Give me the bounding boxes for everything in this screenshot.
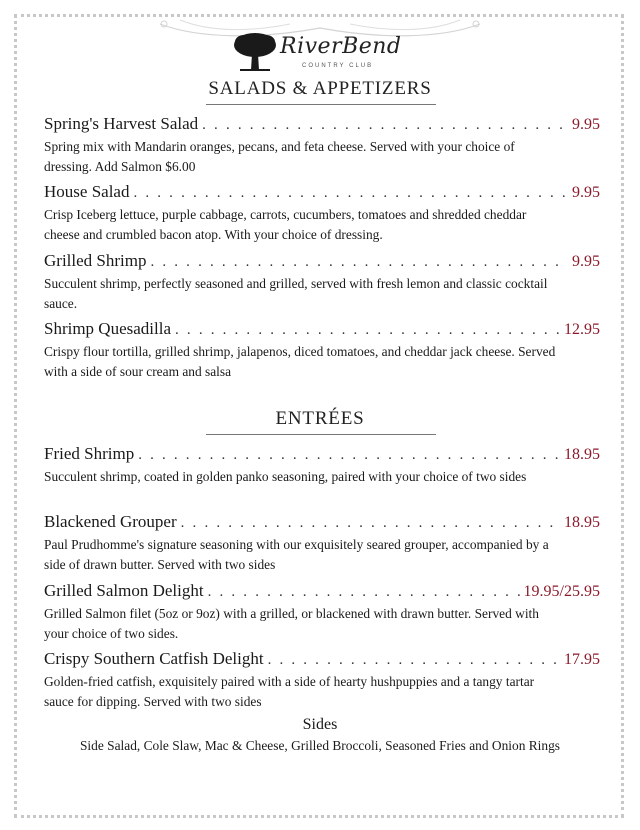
leader-dots <box>150 254 568 271</box>
item-price: 18.95 <box>564 514 600 531</box>
item-description: Crisp Iceberg lettuce, purple cabbage, carrots, cucumbers, tomatoes and shredded cheddar cheese and crumbled bacon atop. With your choice of dressing. <box>44 207 527 242</box>
menu-item <box>44 512 600 574</box>
logo-subtitle: COUNTRY CLUB <box>302 63 374 69</box>
item-name: House Salad <box>44 182 130 201</box>
item-name: Shrimp Quesadilla <box>44 319 172 338</box>
item-name: Spring's Harvest Salad <box>44 114 199 133</box>
item-price: 19.95/25.95 <box>523 583 600 600</box>
section-title-entrees: ENTRÉES <box>275 408 365 429</box>
leader-dots <box>208 584 520 601</box>
sides-title: Sides <box>302 716 338 733</box>
item-description: Succulent shrimp, coated in golden panko seasoning, paired with your choice of two sides <box>44 469 527 484</box>
item-description: Grilled Salmon filet (5oz or 9oz) with a grilled, or blackened with drawn butter. Served with your choice of two sides. <box>44 606 539 641</box>
club-logo <box>232 28 412 78</box>
menu-item <box>44 251 600 313</box>
item-price: 18.95 <box>564 446 600 463</box>
item-name: Crispy Southern Catfish Delight <box>44 649 264 668</box>
item-name: Grilled Salmon Delight <box>44 581 204 600</box>
section-title-salads: SALADS & APPETIZERS <box>208 78 432 99</box>
menu-item <box>44 581 600 643</box>
section-divider <box>206 104 436 105</box>
menu-item <box>44 182 600 244</box>
leader-dots <box>133 185 568 202</box>
item-description: Crispy flour tortilla, grilled shrimp, jalapenos, diced tomatoes, and cheddar jack cheese. Served with a side of sour cream and salsa <box>44 344 556 379</box>
menu-item <box>44 444 600 487</box>
sides-list: Side Salad, Cole Slaw, Mac & Cheese, Grilled Broccoli, Seasoned Fries and Onion Rings <box>79 738 560 753</box>
item-price: 17.95 <box>564 651 600 668</box>
item-name: Grilled Shrimp <box>44 251 147 270</box>
item-name: Fried Shrimp <box>44 444 135 463</box>
item-description: Paul Prudhomme's signature seasoning with our exquisitely seared grouper, accompanied by a side of drawn butter. Served with two sides <box>44 537 549 572</box>
leader-dots <box>175 322 560 339</box>
item-price: 12.95 <box>564 321 600 338</box>
menu-item <box>44 319 600 381</box>
item-price: 9.95 <box>572 184 600 201</box>
item-price: 9.95 <box>572 116 600 133</box>
item-description: Golden-fried catfish, exquisitely paired with a side of hearty hushpuppies and a tangy tartar sauce for dipping. Served with two sides <box>44 674 535 709</box>
menu-item <box>44 114 600 176</box>
menu-item <box>44 649 600 711</box>
leader-dots <box>202 117 568 134</box>
logo-name: RiverBend <box>280 34 402 59</box>
item-description: Spring mix with Mandarin oranges, pecans, and feta cheese. Served with your choice of dressing. Add Salmon $6.00 <box>44 139 515 174</box>
item-price: 9.95 <box>572 253 600 270</box>
item-description: Succulent shrimp, perfectly seasoned and grilled, served with fresh lemon and classic cocktail sauce. <box>44 276 548 311</box>
section-divider <box>206 434 436 435</box>
leader-dots <box>181 515 560 532</box>
item-name: Blackened Grouper <box>44 512 177 531</box>
leader-dots <box>268 652 560 669</box>
oak-tree-icon <box>232 30 278 74</box>
leader-dots <box>138 447 560 464</box>
